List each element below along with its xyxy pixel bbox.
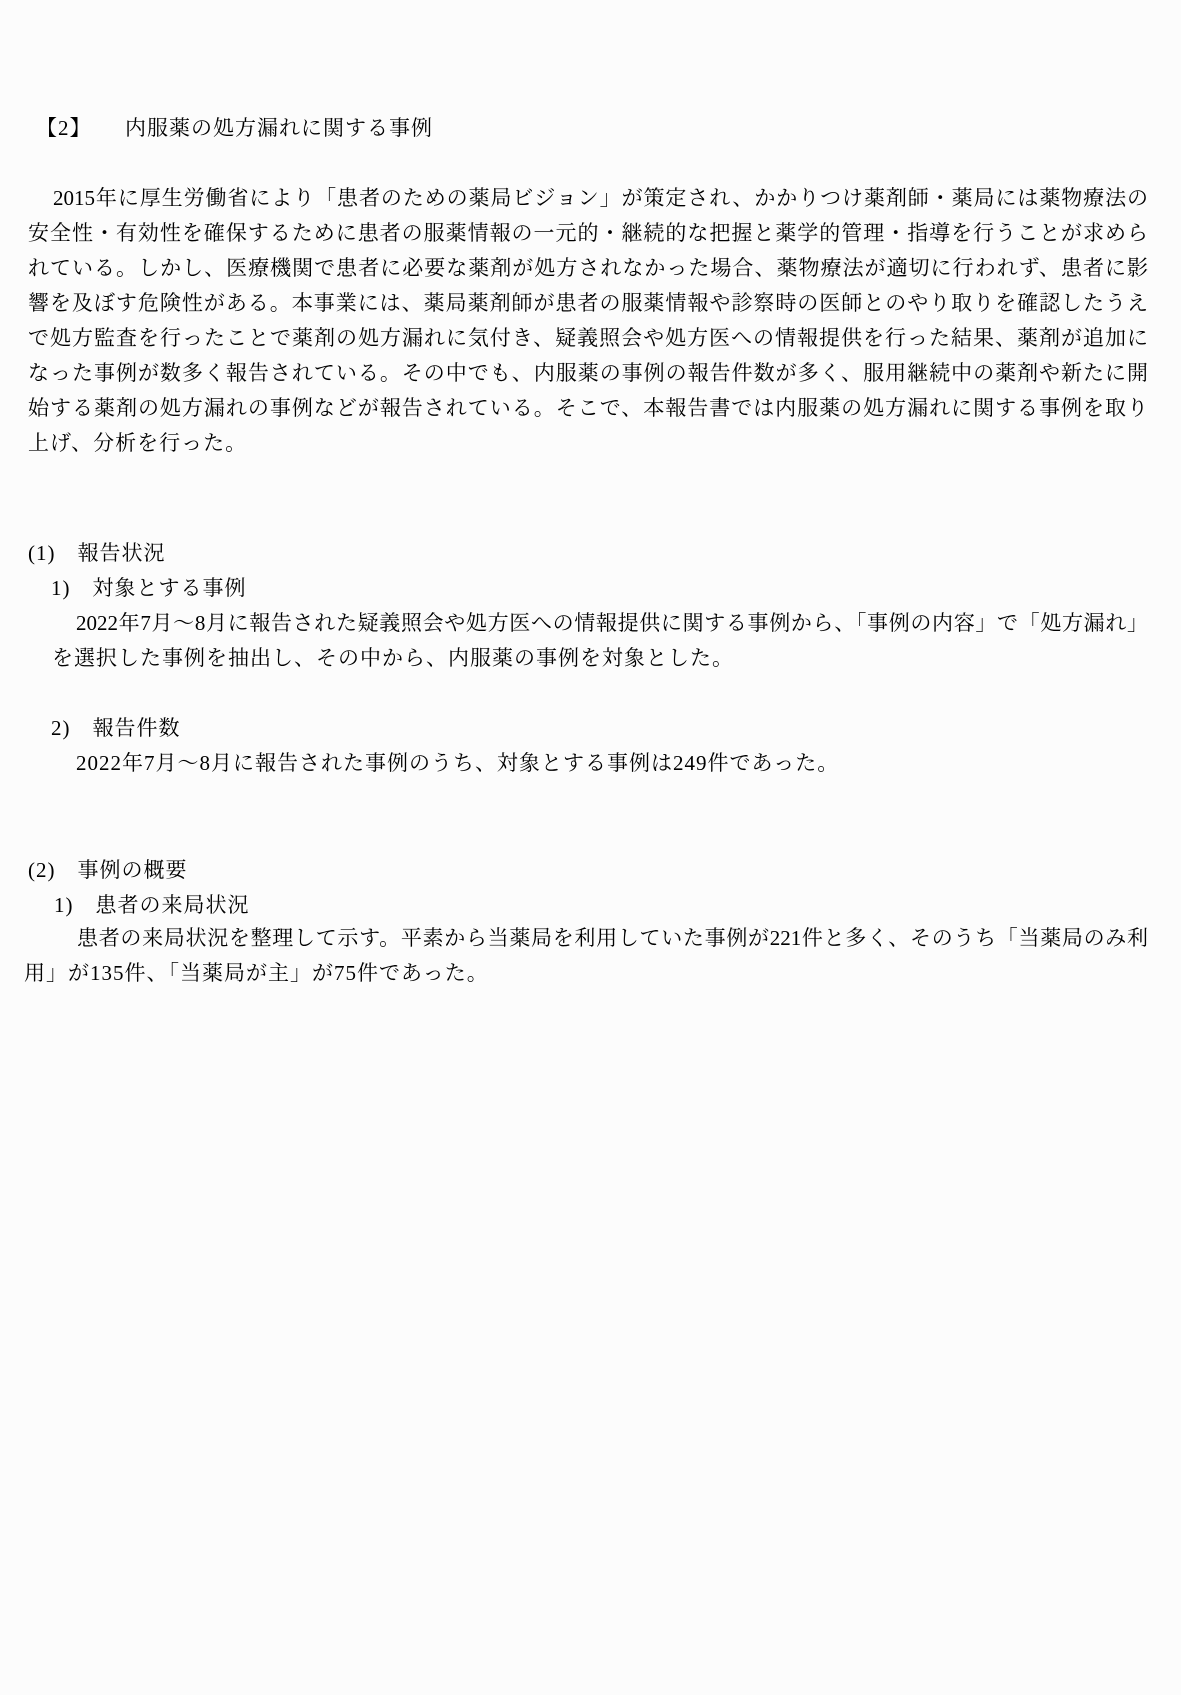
section-1-subsection-1-heading: 1) 対象とする事例 bbox=[51, 576, 247, 600]
intro-paragraph-line: 響を及ぼす危険性がある。本事業には、薬局薬剤師が患者の服薬情報や診察時の医師とのやり取りを確認したうえ bbox=[28, 291, 1148, 315]
intro-paragraph-line: 2015年に厚生労働省により「患者のための薬局ビジョン」が策定され、かかりつけ薬剤師・薬局には薬物療法の bbox=[53, 186, 1148, 210]
subsection-body-line: 患者の来局状況を整理して示す。平素から当薬局を利用していた事例が221件と多く、そのうち「当薬局のみ利 bbox=[77, 926, 1148, 950]
section-2-heading: (2) 事例の概要 bbox=[28, 858, 188, 882]
document-title: 【2】 内服薬の処方漏れに関する事例 bbox=[36, 116, 433, 140]
intro-paragraph-line: で処方監査を行ったことで薬剤の処方漏れに気付き、疑義照会や処方医への情報提供を行った結果、薬剤が追加に bbox=[28, 326, 1148, 350]
intro-paragraph-line: 安全性・有効性を確保するために患者の服薬情報の一元的・継続的な把握と薬学的管理・指導を行うことが求めら bbox=[28, 221, 1148, 245]
section-1-subsection-2-heading: 2) 報告件数 bbox=[51, 716, 181, 740]
section-2-subsection-1-heading: 1) 患者の来局状況 bbox=[54, 893, 250, 917]
intro-paragraph-line: なった事例が数多く報告されている。その中でも、内服薬の事例の報告件数が多く、服用継続中の薬剤や新たに開 bbox=[28, 361, 1148, 385]
subsection-body-line: を選択した事例を抽出し、その中から、内服薬の事例を対象とした。 bbox=[52, 646, 734, 670]
subsection-body-line: 2022年7月〜8月に報告された事例のうち、対象とする事例は249件であった。 bbox=[76, 751, 840, 775]
subsection-body-line: 2022年7月〜8月に報告された疑義照会や処方医への情報提供に関する事例から、「事例の内容」で「処方漏れ」 bbox=[76, 611, 1148, 635]
section-1-heading: (1) 報告状況 bbox=[28, 541, 166, 565]
intro-paragraph-line: れている。しかし、医療機関で患者に必要な薬剤が処方されなかった場合、薬物療法が適切に行われず、患者に影 bbox=[28, 256, 1148, 280]
subsection-body-line: 用」が135件、「当薬局が主」が75件であった。 bbox=[24, 961, 489, 985]
intro-paragraph-line: 上げ、分析を行った。 bbox=[28, 431, 248, 455]
intro-paragraph-line: 始する薬剤の処方漏れの事例などが報告されている。そこで、本報告書では内服薬の処方漏れに関する事例を取り bbox=[28, 396, 1148, 420]
